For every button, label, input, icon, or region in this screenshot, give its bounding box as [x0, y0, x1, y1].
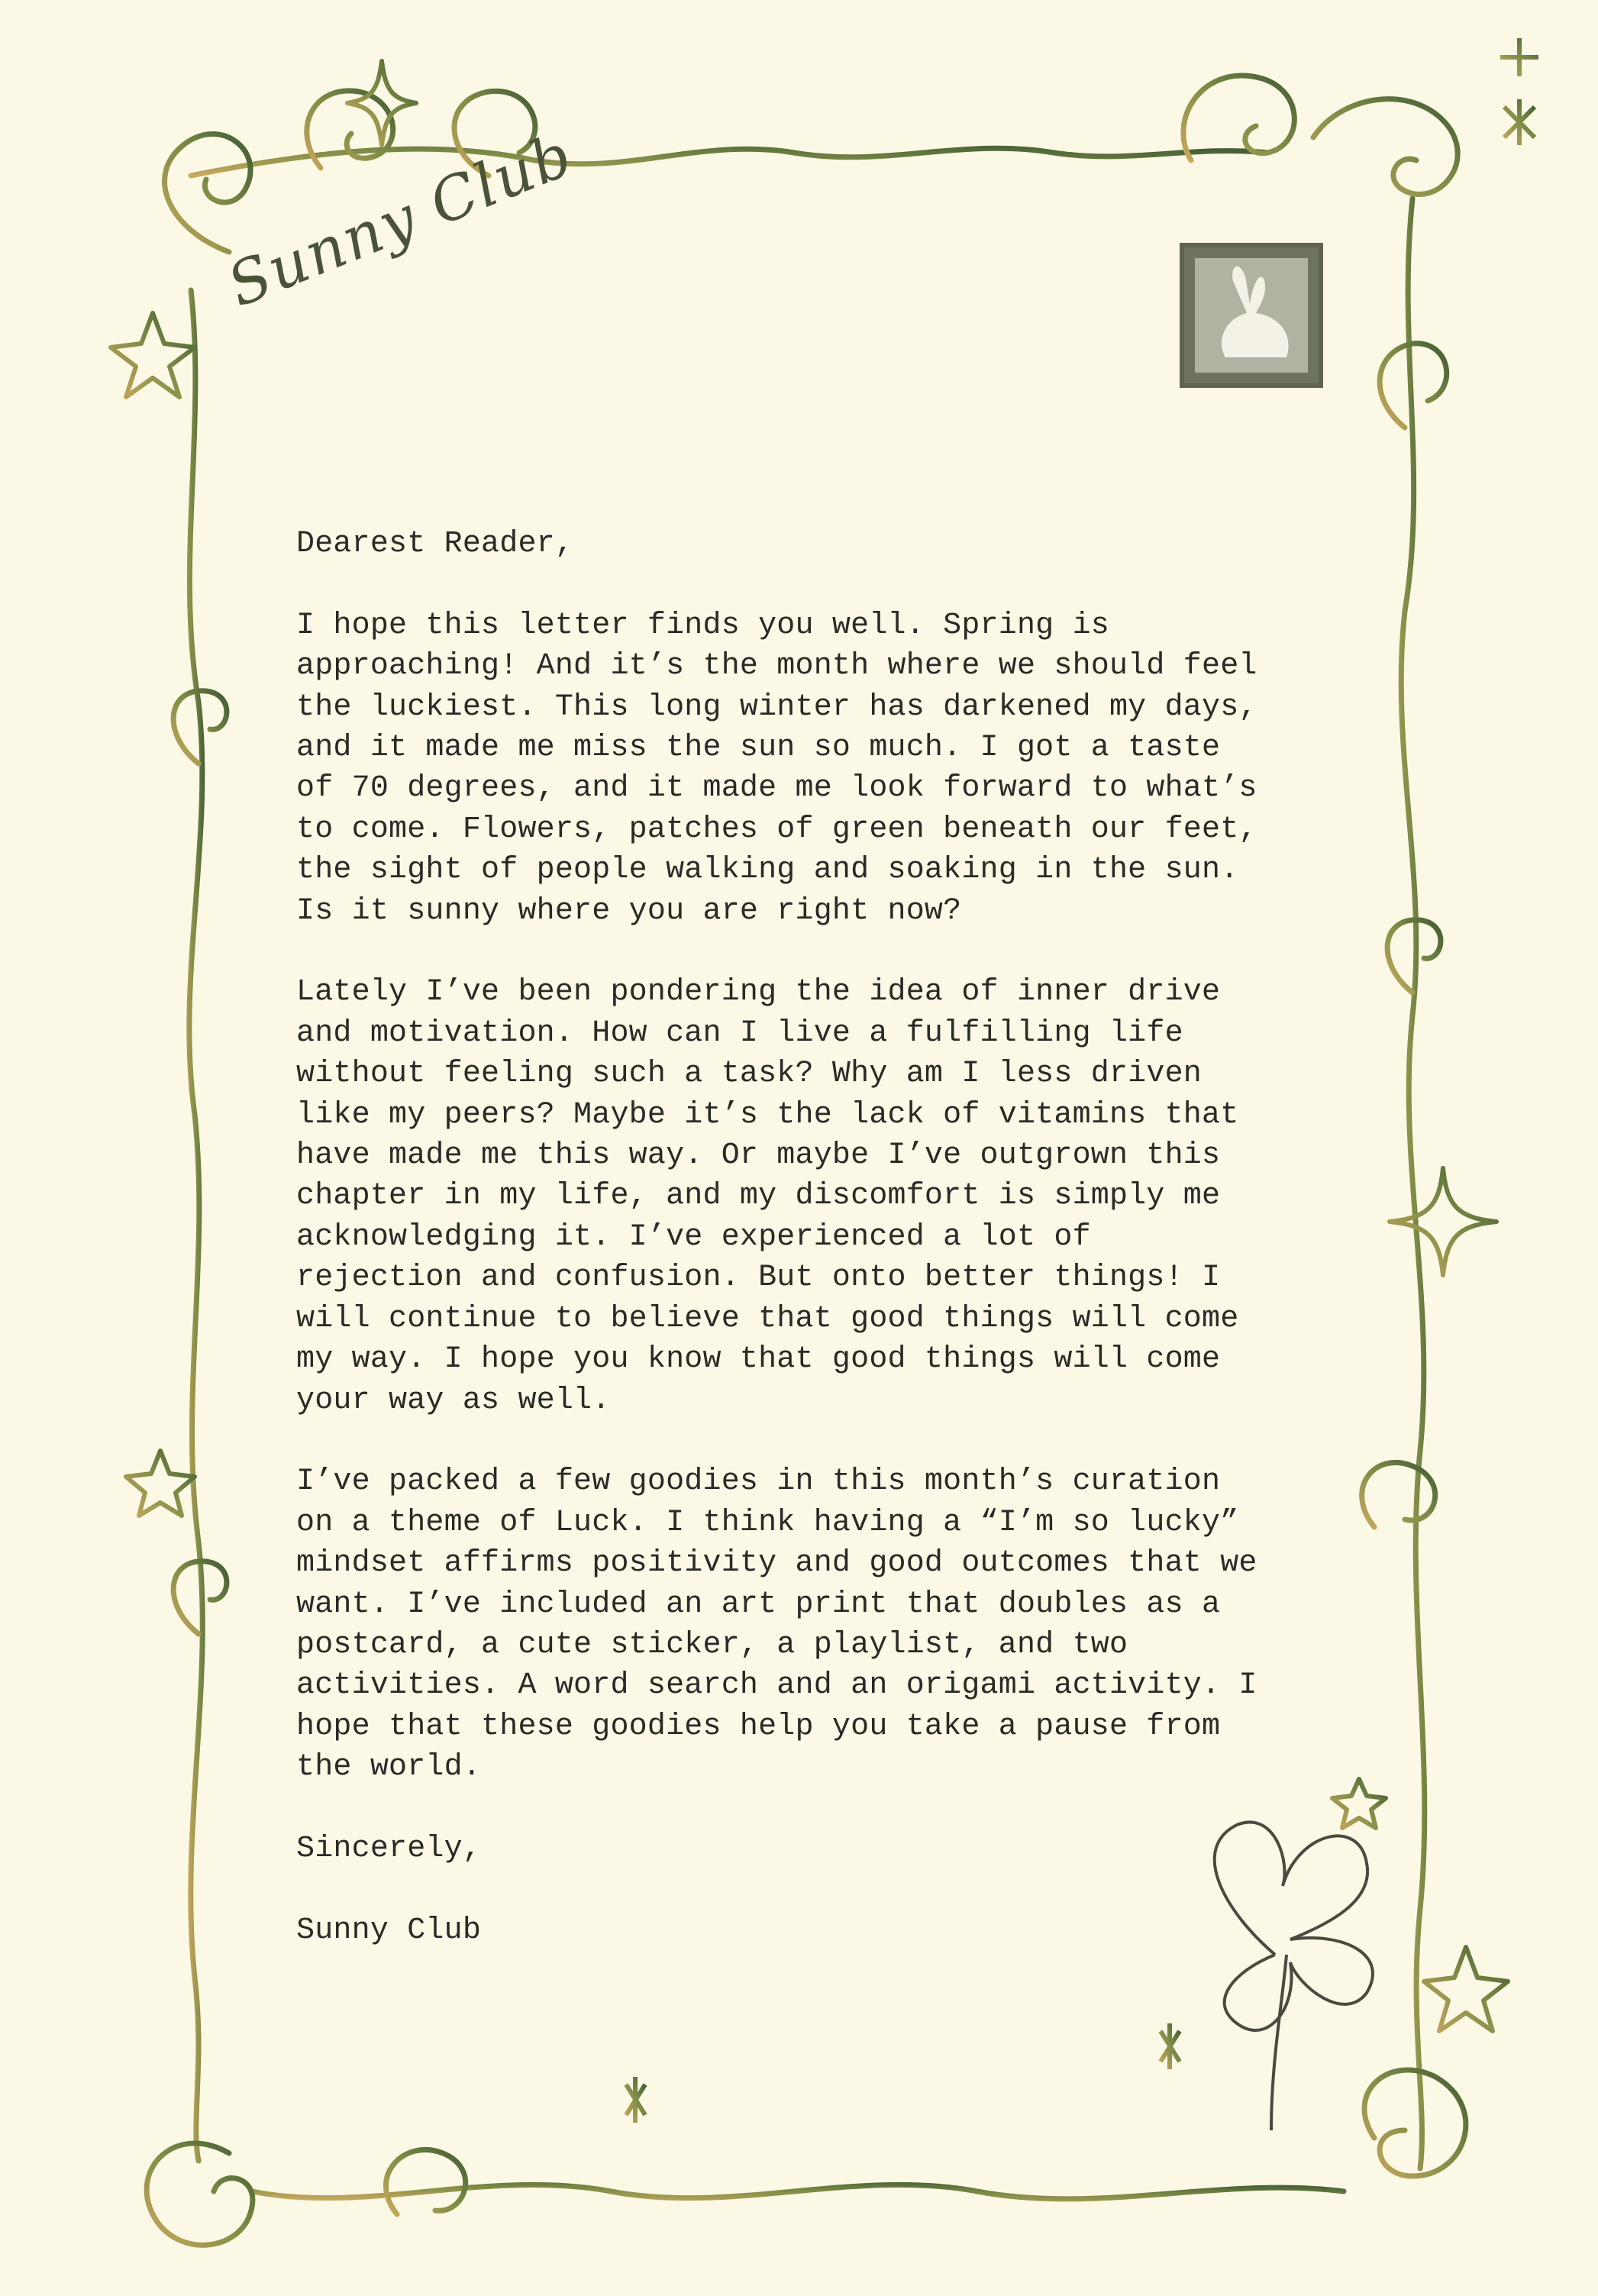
- letter-paragraph: I hope this letter finds you well. Spring is approaching! And it’s the month where we should feel the luckiest. This long winter has darkened my days, and it made me miss the sun so much. I got a taste of 70 degrees, and it made me look forward to what’s to come. Flowers, patches of green beneath our feet, the sight of people walking and soaking in the sun. Is it sunny where you are right now?: [296, 608, 1257, 928]
- star-icon: [126, 1451, 195, 1516]
- sunny-club-logo: Sunny Club: [218, 120, 583, 321]
- sparkle-icon: [1390, 1168, 1496, 1275]
- letter-closing: Sincerely,: [296, 1831, 482, 1866]
- star-icon: [1332, 1779, 1386, 1828]
- letter-greeting: Dearest Reader,: [296, 527, 574, 561]
- letter-signature: Sunny Club: [296, 1913, 482, 1948]
- letter-body: [296, 524, 1312, 1951]
- sparkle-icon: [1504, 99, 1535, 145]
- letter-paragraph: I’ve packed a few goodies in this month’s curation on a theme of Luck. I think having a “I’m so lucky” mindset affirms positivity and good outcomes that we want. I’ve included an art print that doubles as a postcard, a cute sticker, a playlist, and two activities. A word search and an origami activity. I hope that these goodies help you take a pause from the world.: [296, 1464, 1257, 1785]
- sparkle-icon: [1500, 38, 1538, 76]
- star-icon: [1424, 1947, 1508, 2031]
- rabbit-stamp-icon: [1180, 243, 1323, 388]
- letter-paragraph: Lately I’ve been pondering the idea of inner drive and motivation. How can I live a fulfilling life without feeling such a task? Why am I less driven like my peers? Maybe it’s the lack of vitamins that have made me this way. Or maybe I’ve outgrown this chapter in my life, and my discomfort is simply me acknowledging it. I’ve experienced a lot of rejection and confusion. But onto better things! I will continue to believe that good things will come my way. I hope you know that good things will come your way as well.: [296, 975, 1239, 1418]
- sparkle-icon: [1161, 2023, 1180, 2069]
- sparkle-icon: [626, 2077, 645, 2123]
- star-icon: [111, 313, 195, 397]
